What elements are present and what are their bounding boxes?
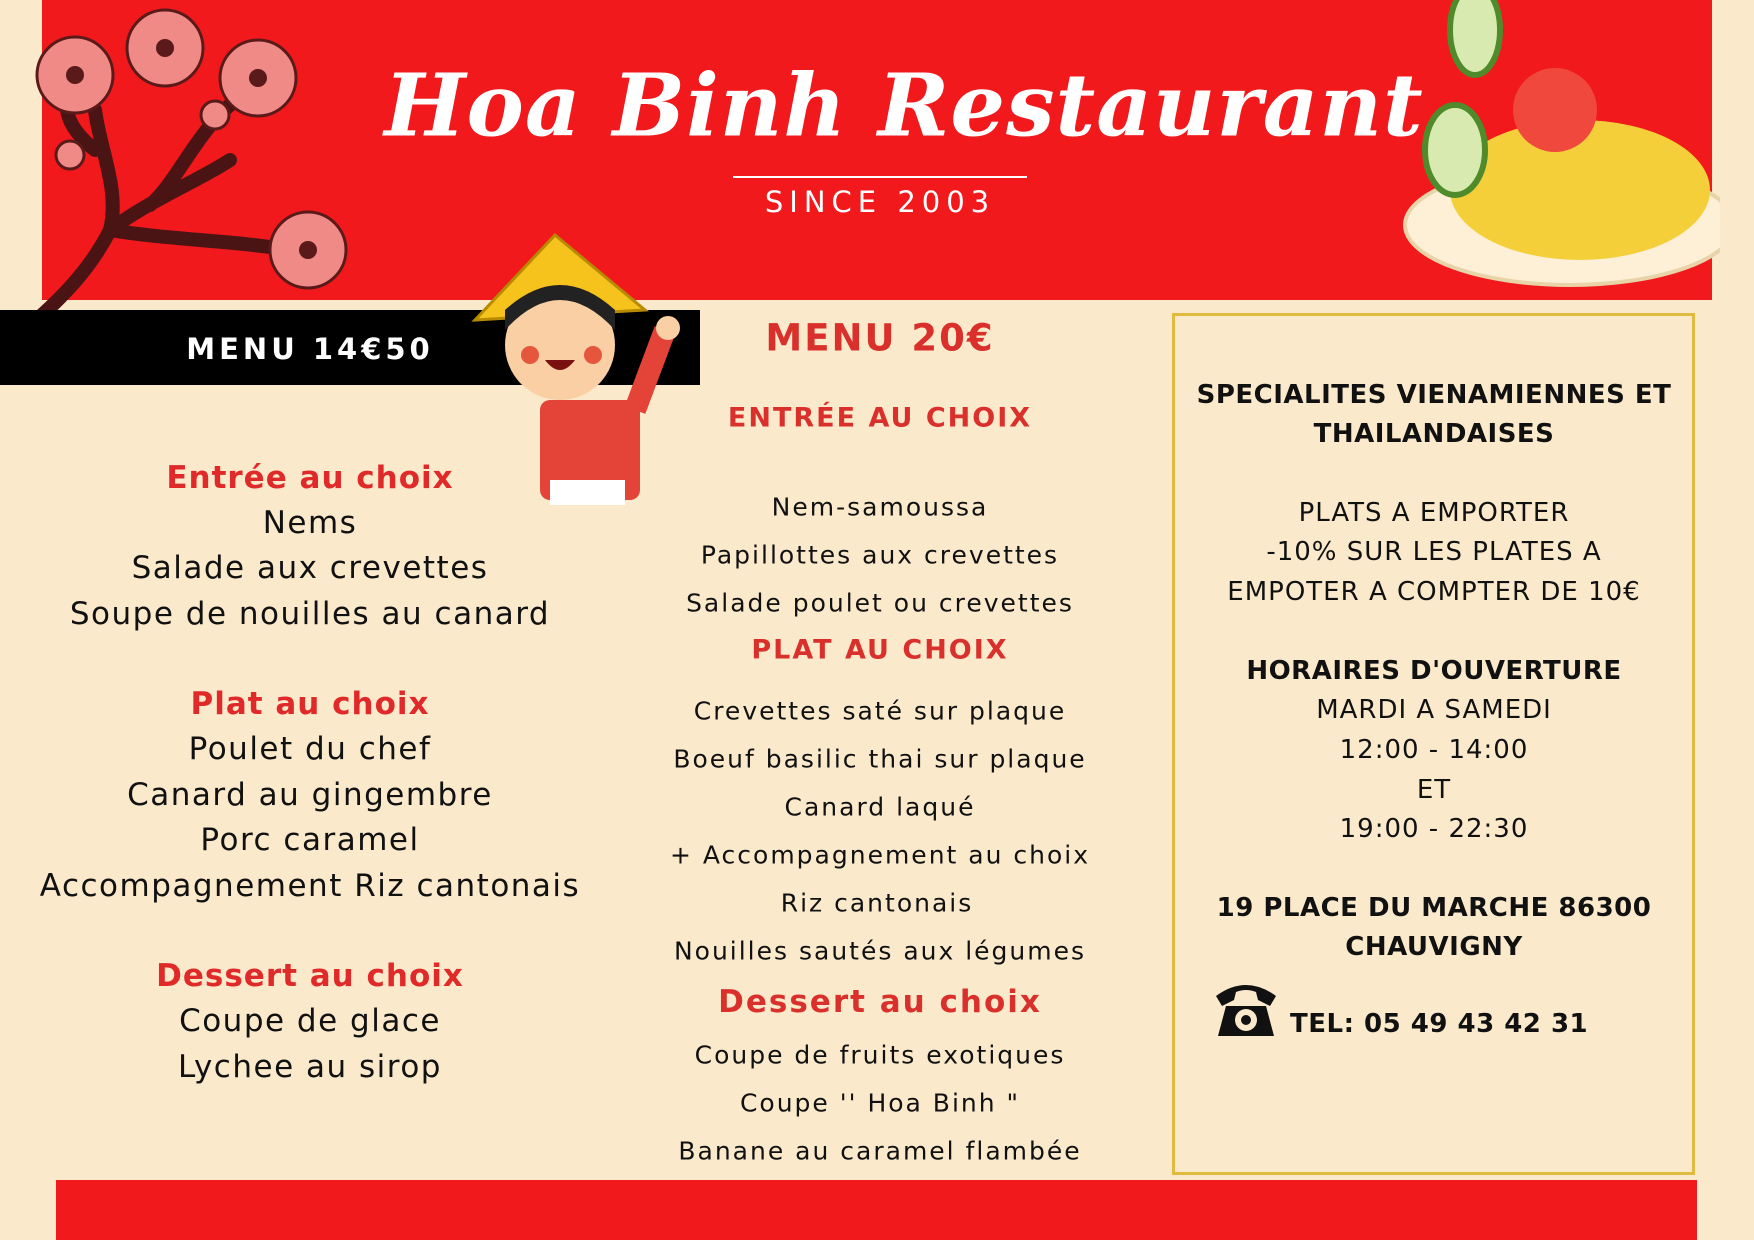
menu2-item: Banane au caramel flambée: [678, 1136, 1082, 1166]
fried-rice-plate-icon: [1380, 0, 1720, 300]
telephone-icon: [1212, 978, 1280, 1040]
menu2-item: Riz cantonais: [780, 888, 974, 918]
menu1-section-heading: Plat au choix: [190, 686, 430, 722]
title-divider: [733, 176, 1027, 178]
menu2-title: MENU 20€: [765, 316, 995, 360]
menu1-item: Lychee au sirop: [178, 1049, 442, 1085]
specialites-text: THAILANDAISES: [1313, 419, 1555, 449]
telephone-number: TEL: 05 49 43 42 31: [1290, 1009, 1589, 1039]
menu1-section-heading: Entrée au choix: [166, 460, 454, 496]
restaurant-title: Hoa Binh Restaurant: [384, 55, 1424, 157]
menu2-item: Papillottes aux crevettes: [700, 540, 1060, 570]
menu1-item: Soupe de nouilles au canard: [69, 596, 551, 632]
takeaway-text: EMPOTER A COMPTER DE 10€: [1227, 577, 1641, 607]
menu2-item: Coupe de fruits exotiques: [694, 1040, 1066, 1070]
menu2-section-heading: Dessert au choix: [718, 984, 1042, 1020]
menu2-section-heading: PLAT AU CHOIX: [751, 634, 1009, 666]
menu2-section-heading: ENTRÉE AU CHOIX: [727, 402, 1033, 434]
address-line: CHAUVIGNY: [1345, 932, 1523, 962]
takeaway-text: -10% SUR LES PLATES A: [1266, 537, 1602, 567]
menu2-item: Crevettes saté sur plaque: [693, 696, 1067, 726]
mascot-illustration-icon: [465, 230, 695, 515]
menu1-item: Poulet du chef: [188, 731, 432, 767]
menu2-item: Canard laqué: [784, 792, 976, 822]
menu1-section-heading: Dessert au choix: [156, 958, 464, 994]
menu1-item: Accompagnement Riz cantonais: [39, 868, 581, 904]
opening-hours-line: 12:00 - 14:00: [1339, 735, 1529, 765]
opening-hours-line: ET: [1416, 775, 1452, 805]
address-line: 19 PLACE DU MARCHE 86300: [1216, 893, 1652, 923]
since-year: SINCE 2003: [764, 185, 996, 219]
opening-hours-line: MARDI A SAMEDI: [1316, 695, 1552, 725]
specialites-text: SPECIALITES VIENAMIENNES ET: [1196, 380, 1672, 410]
footer-banner: [56, 1180, 1697, 1240]
opening-hours-line: 19:00 - 22:30: [1339, 814, 1529, 844]
menu1-item: Nems: [262, 505, 358, 541]
menu2-item: Boeuf basilic thai sur plaque: [673, 744, 1087, 774]
menu2-item: Nouilles sautés aux légumes: [673, 936, 1087, 966]
menu2-item: + Accompagnement au choix: [669, 840, 1091, 870]
menu1-item: Salade aux crevettes: [131, 550, 489, 586]
menu2-item: Salade poulet ou crevettes: [686, 588, 1074, 618]
cherry-blossom-icon: [0, 0, 370, 350]
menu1-item: Porc caramel: [200, 822, 420, 858]
menu1-item: Coupe de glace: [179, 1003, 441, 1039]
opening-hours-title: HORAIRES D'OUVERTURE: [1246, 656, 1622, 686]
takeaway-text: PLATS A EMPORTER: [1298, 498, 1570, 528]
menu2-item: Coupe '' Hoa Binh ": [739, 1088, 1021, 1118]
menu2-item: Nem-samoussa: [771, 492, 989, 522]
menu1-item: Canard au gingembre: [127, 777, 493, 813]
menu1-title: MENU 14€50: [186, 332, 434, 366]
